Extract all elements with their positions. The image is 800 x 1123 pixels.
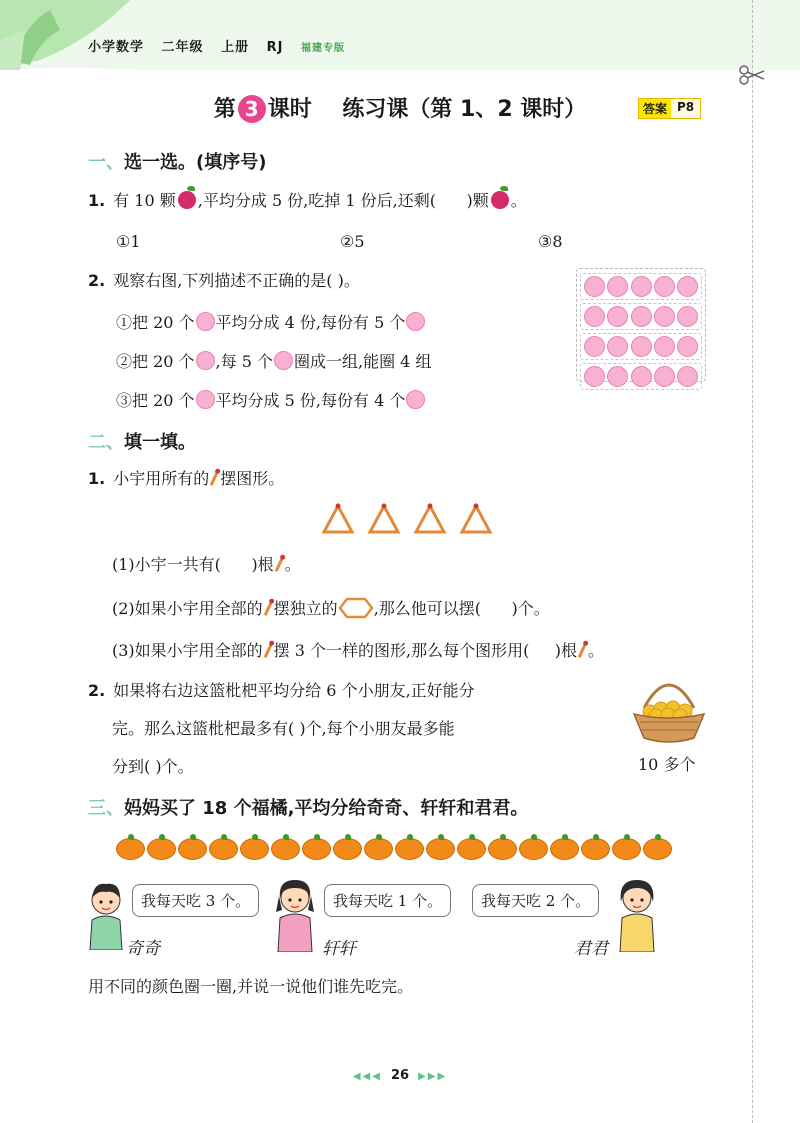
orange-icon: [116, 834, 145, 860]
orange-icon: [612, 834, 641, 860]
basket-caption: 10 多个: [638, 755, 696, 774]
orange-icon: [147, 834, 176, 860]
question-2-1-part-2: [112, 596, 550, 619]
answer-page: P8: [671, 99, 700, 118]
option-text: ①把 20 个: [116, 313, 195, 332]
pink-dot: [654, 336, 675, 357]
question-number: 2.: [88, 681, 106, 700]
orange-icon: [271, 834, 300, 860]
pink-dot-icon: [196, 312, 215, 331]
orange-icon: [581, 834, 610, 860]
orange-row: [116, 834, 672, 860]
question-2-1-part-3: [112, 638, 604, 661]
matchstick-icon: [210, 470, 219, 486]
pink-dot: [607, 366, 628, 387]
speech-bubble-qiqi: 我每天吃 3 个。: [132, 884, 259, 917]
pink-dot-icon: [406, 312, 425, 331]
question-2-2: [88, 680, 475, 702]
question-1-2: [88, 270, 360, 292]
kid-name-xuanxuan: 轩轩: [322, 939, 356, 959]
loquat-basket-image: [630, 672, 708, 748]
section-1-heading: [88, 148, 266, 174]
question-text: 分到( )个。: [112, 757, 194, 776]
question-text: 。: [510, 191, 527, 210]
title-prefix: 第: [213, 97, 236, 122]
girl-xuanxuan-image: [270, 876, 320, 952]
orange-icon: [457, 834, 486, 860]
cut-line: [752, 0, 753, 1123]
orange-icon: [302, 834, 331, 860]
question-text: (2)如果小宇用全部的: [112, 599, 263, 618]
pink-dot: [631, 306, 652, 327]
question-text: (1)小宇一共有(: [112, 555, 221, 574]
section-3-number: 三、: [88, 798, 124, 819]
grade-label: 二年级: [161, 40, 204, 55]
option-text: ②把 20 个: [116, 352, 195, 371]
section-1-number: 一、: [88, 152, 124, 173]
version-label: RJ: [266, 40, 284, 55]
dot-row: [580, 303, 702, 330]
lesson-number-badge: 3: [238, 95, 266, 123]
scissors-icon: [738, 64, 766, 86]
section-3-title: 妈妈买了 18 个福橘,平均分给奇奇、轩轩和君君。: [124, 798, 529, 819]
pink-dot: [607, 276, 628, 297]
section-1-title: 选一选。(填序号): [124, 152, 267, 173]
kid-name-qiqi: 奇奇: [126, 939, 160, 959]
bayberry-icon: [178, 191, 196, 209]
section-2-title: 填一填。: [124, 432, 196, 453]
option-3: ③8: [538, 232, 563, 251]
pink-dot: [607, 336, 628, 357]
question-number: 1.: [88, 191, 106, 210]
pink-dot-icon: [196, 390, 215, 409]
question-1-1: [88, 190, 527, 212]
orange-icon: [643, 834, 672, 860]
edition-label: 福建专版: [301, 43, 346, 54]
pink-dot: [654, 276, 675, 297]
question-text: 摆图形。: [220, 469, 285, 488]
pink-dot: [607, 306, 628, 327]
pink-dot: [584, 306, 605, 327]
option-2: [116, 349, 431, 372]
question-number: 1.: [88, 469, 106, 488]
question-text: )颗: [466, 191, 489, 210]
pink-dot: [584, 276, 605, 297]
question-text: 有 10 颗: [113, 191, 176, 210]
boy-qiqi-image: [84, 880, 128, 950]
pink-dot-icon: [274, 351, 293, 370]
matchstick-icon: [274, 556, 283, 572]
question-text: 摆独立的: [273, 599, 338, 618]
question-text: 如果将右边这篮枇杷平均分给 6 个小朋友,正好能分: [113, 681, 475, 700]
option-2: ②5: [340, 232, 365, 251]
matchstick-icon: [263, 600, 272, 616]
orange-icon: [426, 834, 455, 860]
question-text: (3)如果小宇用全部的: [112, 641, 263, 660]
dot-row: [580, 273, 702, 300]
speech-bubble-junjun: 我每天吃 2 个。: [472, 884, 599, 917]
option-1: ①1: [116, 232, 141, 251]
left-arrows-icon: ◀◀◀: [352, 1071, 382, 1082]
question-text: 观察右图,下列描述不正确的是( )。: [113, 271, 360, 290]
option-1: [116, 310, 426, 333]
question-2-1-part-1: [112, 552, 301, 575]
question-text: ,平均分成 5 份,吃掉 1 份后,还剩(: [197, 191, 436, 210]
question-text: 。: [588, 641, 605, 660]
option-text: ,每 5 个: [215, 352, 273, 371]
dot-row: [580, 333, 702, 360]
pink-dot: [677, 336, 698, 357]
section-3-heading: [88, 794, 528, 820]
orange-icon: [550, 834, 579, 860]
hexagon-icon: [338, 597, 374, 619]
orange-icon: [395, 834, 424, 860]
orange-icon: [209, 834, 238, 860]
bayberry-icon: [491, 191, 509, 209]
section-2-number: 二、: [88, 432, 124, 453]
question-text: )根: [251, 555, 274, 574]
option-text: 平均分成 4 份,每份有 5 个: [215, 313, 406, 332]
pink-dot: [677, 366, 698, 387]
orange-icon: [240, 834, 269, 860]
speech-bubble-xuanxuan: 我每天吃 1 个。: [324, 884, 451, 917]
question-text: 小宇用所有的: [113, 469, 210, 488]
pink-dot: [584, 366, 605, 387]
right-arrows-icon: ▶▶▶: [418, 1071, 448, 1082]
option-text: ③把 20 个: [116, 391, 195, 410]
section-2-heading: [88, 428, 196, 454]
orange-icon: [488, 834, 517, 860]
pink-dot: [631, 276, 652, 297]
volume-label: 上册: [221, 40, 250, 55]
pink-dot: [631, 336, 652, 357]
answer-reference: [638, 98, 701, 119]
question-2-1: [88, 468, 284, 490]
kid-name-junjun: 君君: [574, 939, 608, 959]
pink-dot: [584, 336, 605, 357]
option-text: 平均分成 5 份,每份有 4 个: [215, 391, 406, 410]
answer-label: 答案: [639, 99, 671, 118]
girl-junjun-image: [612, 876, 662, 952]
page-footer: [0, 1068, 800, 1083]
option-3: [116, 388, 426, 411]
orange-icon: [364, 834, 393, 860]
lesson-name: 练习课（第 1、2 课时）: [342, 97, 587, 122]
title-suffix: 课时: [267, 97, 312, 122]
question-text: 摆 3 个一样的图形,那么每个图形用(: [273, 641, 530, 660]
question-text: )个。: [511, 599, 550, 618]
question-text: 完。那么这篮枇杷最多有( )个,每个小朋友最多能: [112, 719, 455, 738]
matchstick-icon: [263, 642, 272, 658]
pink-dot: [654, 366, 675, 387]
matchstick-triangles-figure: [322, 502, 502, 536]
section-3-instruction: 用不同的颜色圈一圈,并说一说他们谁先吃完。: [88, 977, 414, 996]
page-number: 26: [390, 1068, 410, 1083]
pink-dot: [654, 306, 675, 327]
orange-icon: [519, 834, 548, 860]
option-text: 圈成一组,能圈 4 组: [294, 352, 432, 371]
orange-icon: [178, 834, 207, 860]
question-text: )根: [554, 641, 578, 660]
matchstick-icon: [578, 642, 587, 658]
subject-label: 小学数学: [88, 40, 145, 55]
question-text: 。: [284, 555, 301, 574]
running-head: [88, 36, 357, 55]
dot-grid-figure: [576, 268, 706, 382]
question-number: 2.: [88, 271, 106, 290]
question-text: ,那么他可以摆(: [373, 599, 482, 618]
pink-dot: [677, 276, 698, 297]
pink-dot-icon: [406, 390, 425, 409]
pink-dot: [677, 306, 698, 327]
header-band: [0, 0, 800, 70]
pink-dot: [631, 366, 652, 387]
dot-row: [580, 363, 702, 390]
orange-icon: [333, 834, 362, 860]
pink-dot-icon: [196, 351, 215, 370]
